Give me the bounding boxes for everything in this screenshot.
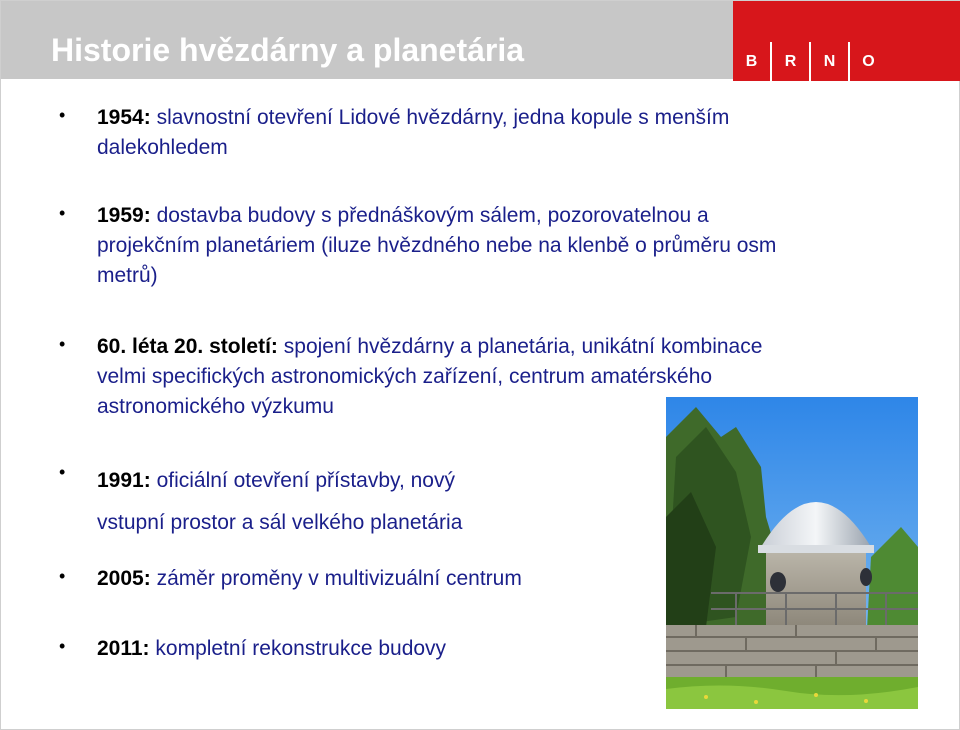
item-text: slavnostní otevření Lidové hvězdárny, jedna kopule s menším: [156, 106, 730, 129]
item-text: oficiální otevření přístavby, nový: [156, 469, 455, 492]
item-text: dostavba budovy s přednáškovým sálem, pozorovatelnou a: [156, 204, 709, 227]
bullet-icon: •: [59, 566, 66, 586]
item-year: 60. léta 20. století:: [97, 335, 278, 358]
item-text-line2: dalekohledem: [97, 136, 228, 159]
item-text: záměr proměny v multivizuální centrum: [156, 567, 522, 590]
list-item-2011: [97, 634, 446, 664]
item-text-line2: velmi specifických astronomických zařízení, centrum amatérského: [97, 365, 713, 388]
item-year: 2005:: [97, 567, 151, 590]
item-text-line2: vstupní prostor a sál velkého planetária: [97, 511, 463, 534]
logo-letter-n: N: [809, 42, 848, 81]
list-item-2005: [97, 564, 522, 594]
item-year: 1959:: [97, 204, 151, 227]
logo-letter-b: B: [733, 42, 770, 81]
item-text: spojení hvězdárny a planetária, unikátní kombinace: [283, 335, 763, 358]
bullet-icon: •: [59, 636, 66, 656]
item-text-line3: metrů): [97, 264, 158, 287]
bullet-icon: •: [59, 462, 66, 482]
item-text: kompletní rekonstrukce budovy: [155, 637, 447, 660]
page-title: Historie hvězdárny a planetária: [51, 32, 525, 68]
list-item-1991: [97, 460, 462, 544]
list-item-1954: [97, 103, 729, 163]
item-text-line2: projekčním planetáriem (iluze hvězdného nebe na klenbě o průměru osm: [97, 234, 777, 257]
logo-letter-o: O: [848, 42, 887, 81]
logo-letter-r: R: [770, 42, 809, 81]
item-text-line3: astronomického výzkumu: [97, 395, 334, 418]
bullet-icon: •: [59, 105, 66, 125]
title-bar: [1, 1, 733, 79]
bullet-icon: •: [59, 203, 66, 223]
item-year: 2011:: [97, 637, 150, 660]
bullet-icon: •: [59, 334, 66, 354]
item-year: 1954:: [97, 106, 151, 129]
list-item-1959: [97, 201, 776, 291]
list-item-60s: [97, 332, 762, 422]
observatory-photo: [666, 397, 918, 709]
brno-logo: [733, 1, 960, 81]
item-year: 1991:: [97, 469, 151, 492]
